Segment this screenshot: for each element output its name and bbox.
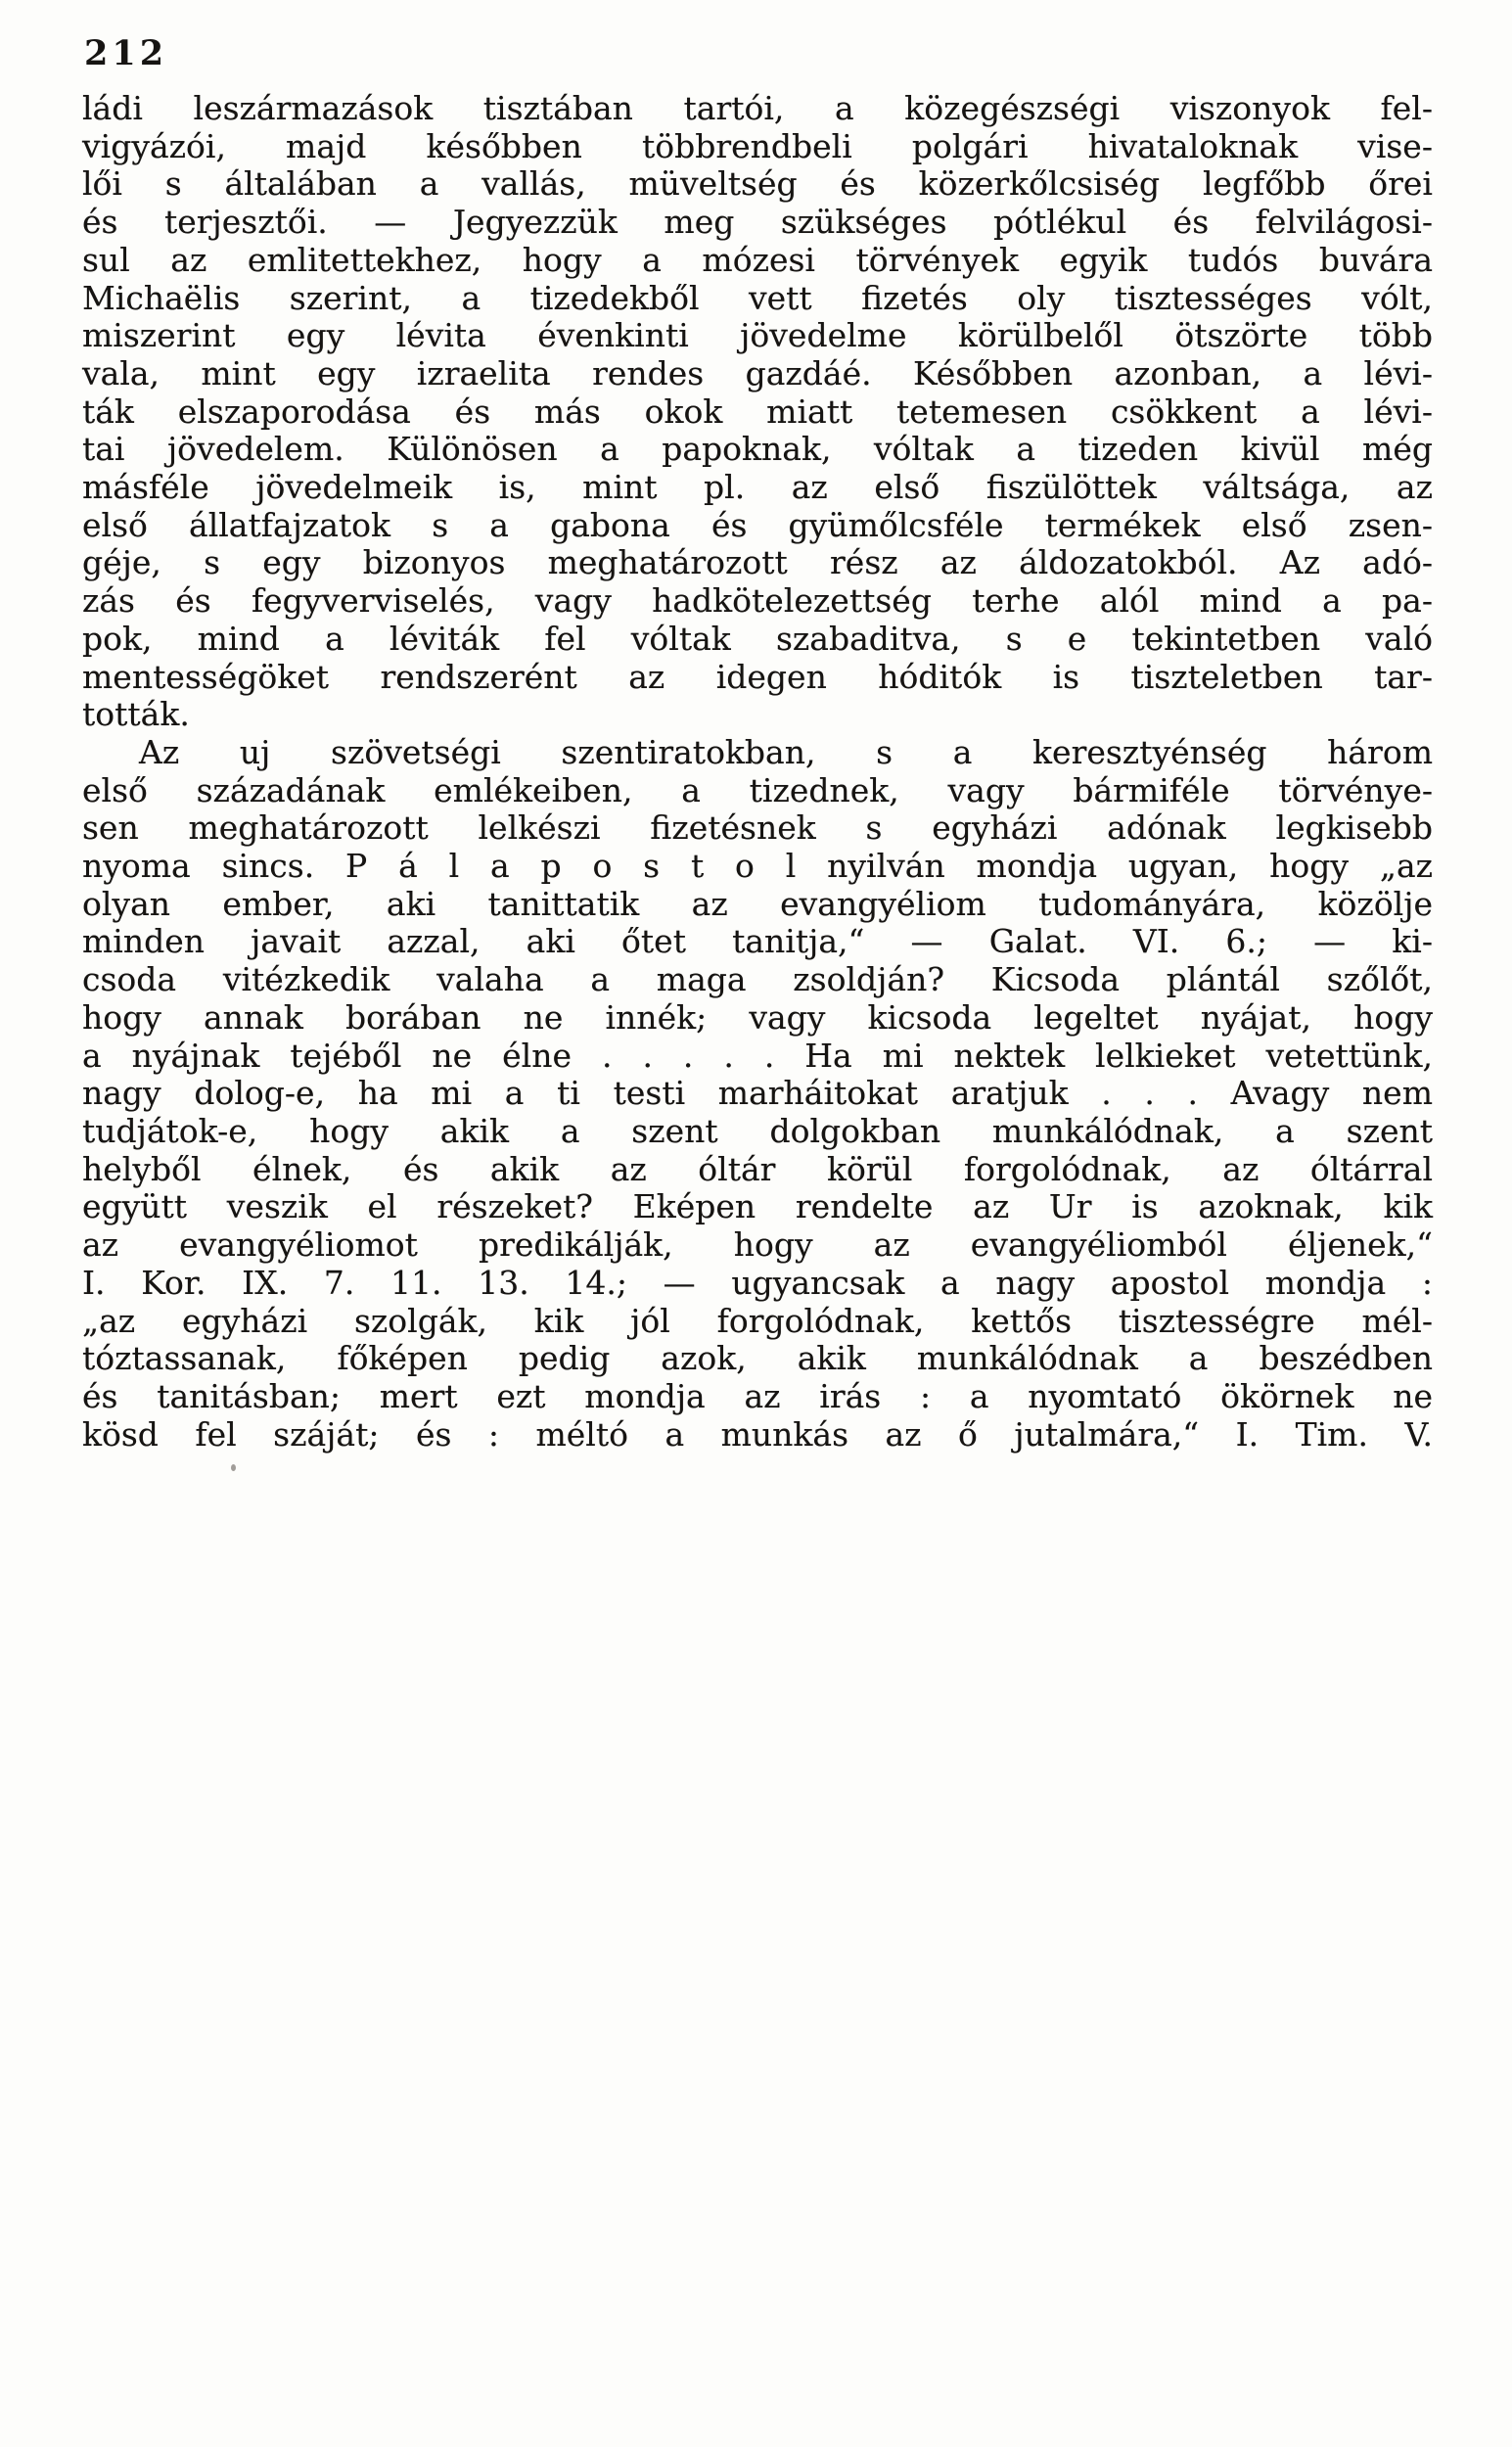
- text-line: sul az emlitettekhez, hogy a mózesi törvények egyik tudós buvára: [82, 240, 1433, 279]
- text-line: az evangyéliomot predikálják, hogy az evangyéliomból éljenek,“: [82, 1225, 1433, 1265]
- text-line: nyoma sincs. P á l a p o s t o l nyilván mondja ugyan, hogy „az: [82, 847, 1433, 886]
- text-line: nagy dolog-e, ha mi a ti testi marháitokat aratjuk . . . Avagy nem: [82, 1074, 1433, 1113]
- text-line: kösd fel száját; és : méltó a munkás az ő jutalmára,“ I. Tim. V.: [82, 1414, 1433, 1454]
- text-line: pok, mind a léviták fel vóltak szabaditva, s e tekintetben való: [82, 619, 1433, 658]
- text-line: ták elszaporodása és más okok miatt tetemesen csökkent a lévi-: [82, 392, 1433, 431]
- text-line: vala, mint egy izraelita rendes gazdáé. Későbben azonban, a lévi-: [82, 353, 1433, 392]
- text-line: tudjátok-e, hogy akik a szent dolgokban munkálódnak, a szent: [82, 1111, 1433, 1150]
- text-line: első állatfajzatok s a gabona és gyümőlcsféle termékek első zsen-: [82, 505, 1433, 544]
- page-number: 212: [84, 33, 168, 73]
- scan-speck: [231, 1464, 236, 1471]
- text-line: első századának emlékeiben, a tizednek, vagy bármiféle törvénye-: [82, 770, 1433, 809]
- text-line: miszerint egy lévita évenkinti jövedelme körülbelől ötszörte több: [82, 316, 1433, 355]
- text-line: I. Kor. IX. 7. 11. 13. 14.; — ugyancsak a nagy apostol mondja :: [82, 1263, 1433, 1302]
- text-line: hogy annak borában ne innék; vagy kicsoda legeltet nyájat, hogy: [82, 997, 1433, 1037]
- text-line: tai jövedelem. Különösen a papoknak, vóltak a tizeden kivül még: [82, 430, 1433, 469]
- text-line: olyan ember, aki tanittatik az evangyéliom tudományára, közölje: [82, 884, 1433, 923]
- text-line: mentességöket rendszerént az idegen hóditók is tiszteletben tar-: [82, 657, 1433, 696]
- text-line: csoda vitézkedik valaha a maga zsoldján? Kicsoda plántál szőlőt,: [82, 960, 1433, 999]
- text-line: lői s általában a vallás, müveltség és közerkőlcsiség legfőbb őrei: [82, 164, 1433, 204]
- text-line: „az egyházi szolgák, kik jól forgolódnak, kettős tisztességre mél-: [82, 1301, 1433, 1340]
- text-line: a nyájnak tejéből ne élne . . . . . Ha mi nektek lelkieket vetettünk,: [82, 1036, 1433, 1075]
- text-line: és terjesztői. — Jegyezzük meg szükséges pótlékul és felvilágosi-: [82, 203, 1433, 242]
- text-line: Michaëlis szerint, a tizedekből vett fizetés oly tisztességes vólt,: [82, 278, 1433, 317]
- body-text: [82, 90, 1433, 1454]
- text-line: helyből élnek, és akik az óltár körül forgolódnak, az óltárral: [82, 1149, 1433, 1188]
- text-line: géje, s egy bizonyos meghatározott rész az áldozatokból. Az adó-: [82, 543, 1433, 582]
- text-line: sen meghatározott lelkészi fizetésnek s egyházi adónak legkisebb: [82, 808, 1433, 848]
- text-line: zás és fegyverviselés, vagy hadkötelezettség terhe alól mind a pa-: [82, 581, 1433, 621]
- text-line: Az uj szövetségi szentiratokban, s a keresztyénség három: [139, 732, 1433, 771]
- text-line: ládi leszármazások tisztában tartói, a közegészségi viszonyok fel-: [82, 89, 1433, 127]
- text-line: másféle jövedelmeik is, mint pl. az első fiszülöttek váltsága, az: [82, 468, 1433, 507]
- text-line: tották.: [82, 695, 190, 734]
- text-line: vigyázói, majd későbben többrendbeli polgári hivataloknak vise-: [82, 126, 1433, 165]
- text-line: és tanitásban; mert ezt mondja az irás : a nyomtató ökörnek ne: [82, 1376, 1433, 1415]
- text-line: együtt veszik el részeket? Eképen rendelte az Ur is azoknak, kik: [82, 1187, 1433, 1226]
- text-line: minden javait azzal, aki őtet tanitja,“ — Galat. VI. 6.; — ki-: [82, 922, 1433, 961]
- text-line: tóztassanak, főképen pedig azok, akik munkálódnak a beszédben: [82, 1339, 1433, 1378]
